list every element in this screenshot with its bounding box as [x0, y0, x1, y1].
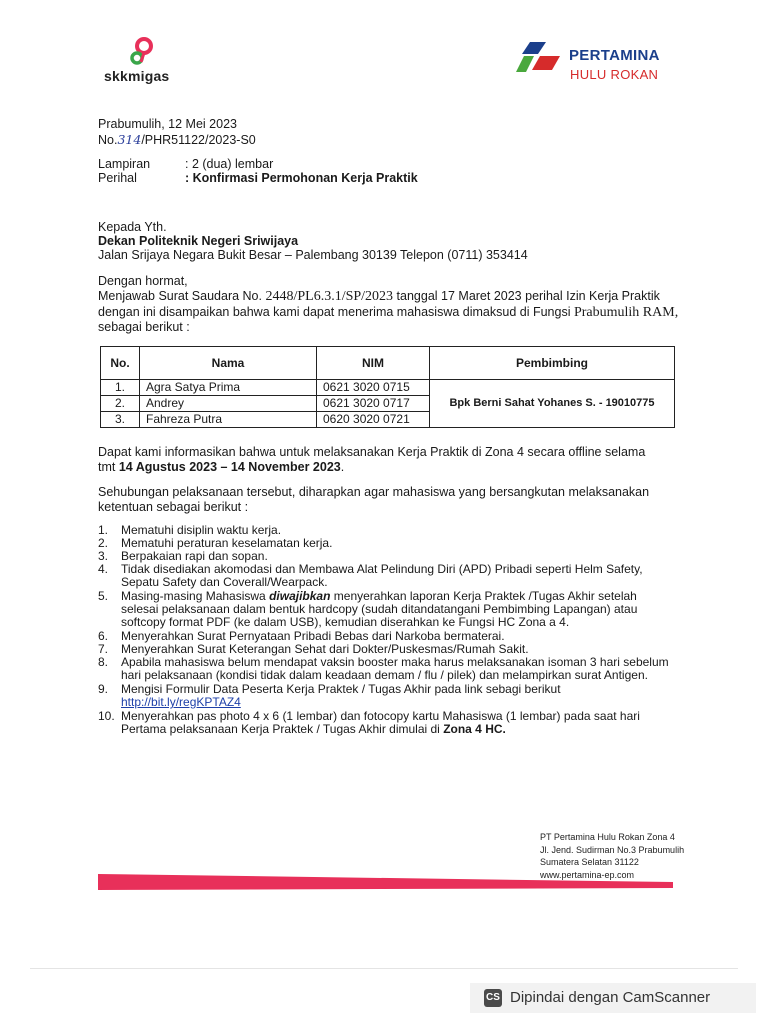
paragraph-3-line-2: ketentuan sebagai berikut : [98, 500, 249, 514]
registration-link[interactable]: http://bit.ly/regKPTAZ4 [121, 695, 241, 709]
cell-nim: 0620 3020 0721 [317, 412, 430, 428]
pertamina-name: PERTAMINA [569, 47, 660, 64]
pertamina-logo-mark [516, 40, 562, 74]
skkmigas-logo-text: skkmigas [104, 68, 170, 84]
header-pembimbing: Pembimbing [430, 347, 675, 380]
list-text: Apabila mahasiswa belum mendapat vaksin booster maka harus melaksanakan isoman 3 hari sebelum [121, 655, 669, 669]
paragraph-1-line-2 [98, 305, 678, 320]
header-nim: NIM [317, 347, 430, 380]
list-number: 9. [98, 682, 109, 696]
perihal-value: : Konfirmasi Permohonan Kerja Praktik [185, 171, 418, 185]
list-text: Mematuhi disiplin waktu kerja. [121, 523, 282, 537]
list-number: 3. [98, 549, 109, 563]
recipient-name: Dekan Politeknik Negeri Sriwijaya [98, 234, 299, 248]
cell-nama: Fahreza Putra [140, 412, 317, 428]
list-number: 10. [98, 709, 115, 723]
lampiran-label: Lampiran [98, 157, 151, 171]
list-text: hari pelaksanaan (kondisi tidak dalam keadaan demam / flu / pilek) dan melampirkan surat Antigen. [121, 668, 648, 682]
cell-nama: Andrey [140, 396, 317, 412]
list-text-part: Masing-masing Mahasiswa [121, 589, 266, 603]
p2-dates: 14 Agustus 2023 – 14 November 2023 [118, 460, 341, 474]
cell-pembimbing: Bpk Berni Sahat Yohanes S. - 19010775 [430, 380, 675, 428]
list-number: 1. [98, 523, 109, 537]
list-text: Menyerahkan Surat Pernyataan Pribadi Bebas dari Narkoba bermaterai. [121, 629, 505, 643]
cell-nim: 0621 3020 0717 [317, 396, 430, 412]
camscanner-text: Dipindai dengan CamScanner [510, 989, 711, 1006]
list-text: Menyerahkan pas photo 4 x 6 (1 lembar) dan fotocopy kartu Mahasiswa (1 lembar) pada saat hari [121, 709, 640, 723]
number-suffix: /PHR51122/2023-S0 [141, 133, 256, 147]
list-text: Berpakaian rapi dan sopan. [121, 549, 268, 563]
recipient-salutation: Kepada Yth. [98, 220, 167, 234]
list-number: 6. [98, 629, 109, 643]
list-number: 5. [98, 589, 109, 603]
list-number: 8. [98, 655, 109, 669]
footer-line: Sumatera Selatan 31122 [540, 857, 639, 867]
p2-tmt: tmt [98, 460, 116, 474]
greeting: Dengan hormat, [98, 274, 188, 288]
p2-end: . [340, 460, 345, 474]
lampiran-value: : 2 (dua) lembar [185, 157, 274, 171]
list-text: Mengisi Formulir Data Peserta Kerja Praktek / Tugas Akhir pada link sebagi berikut [121, 682, 561, 696]
paragraph-1-line-1 [98, 289, 660, 304]
list-number: 2. [98, 536, 109, 550]
page-edge-line [30, 968, 738, 969]
list-text-emphasis: diwajibkan [269, 589, 331, 603]
camscanner-watermark [470, 983, 756, 1013]
list-text: selesai pelaksanaan dalam bentuk hardcopy (sudah ditandatangani Pembimbing Lapangan) atau [121, 602, 638, 616]
table-header-row [101, 347, 675, 380]
list-text [121, 723, 670, 736]
footer-red-bar [98, 874, 673, 890]
list-text-part: Pertama pelaksanaan Kerja Praktek / Tugas Akhir dimulai di [121, 722, 440, 736]
cell-no: 3. [101, 412, 140, 428]
footer-line: www.pertamina-ep.com [540, 869, 635, 880]
list-text: softcopy format PDF (ke dalam USB), kemudian diserahkan ke Fungsi HC Zona a 4. [121, 615, 570, 629]
p1-text-c: dengan ini disampaikan bahwa kami dapat menerima mahasiswa dimaksud di Fungsi [98, 305, 571, 319]
paragraph-2-line-2 [98, 460, 344, 475]
p1-fungsi: Prabumulih RAM, [573, 305, 679, 320]
camscanner-icon: CS [484, 989, 502, 1007]
list-number: 4. [98, 562, 109, 576]
p1-text-b: tanggal 17 Maret 2023 perihal Izin Kerja Praktik [396, 289, 660, 303]
paragraph-2-line-1: Dapat kami informasikan bahwa untuk melaksanakan Kerja Praktik di Zona 4 secara offline selama [98, 445, 646, 459]
footer-line: PT Pertamina Hulu Rokan Zona 4 [540, 832, 675, 842]
paragraph-1-line-3: sebagai berikut : [98, 320, 190, 334]
list-text: Mematuhi peraturan keselamatan kerja. [121, 536, 333, 550]
list-item [98, 710, 670, 736]
p1-text-a: Menjawab Surat Saudara No. [98, 289, 262, 303]
cell-no: 2. [101, 396, 140, 412]
list-item [98, 563, 670, 589]
letter-number [98, 132, 256, 148]
cell-no: 1. [101, 380, 140, 396]
footer-line: Jl. Jend. Sudirman No.3 Prabumulih [540, 844, 685, 855]
recipient-address: Jalan Srijaya Negara Bukit Besar – Palembang 30139 Telepon (0711) 353414 [98, 248, 528, 262]
list-number: 7. [98, 642, 109, 656]
p1-reference-number: 2448/PL6.3.1/SP/2023 [265, 289, 394, 304]
list-item [98, 683, 670, 709]
list-text: Menyerahkan Surat Keterangan Sehat dari Dokter/Puskesmas/Rumah Sakit. [121, 642, 529, 656]
cell-nama: Agra Satya Prima [140, 380, 317, 396]
number-handwritten: 314 [117, 132, 142, 147]
list-item [98, 656, 670, 682]
list-text: Sepatu Safety dan Coverall/Wearpack. [121, 575, 328, 589]
student-table [100, 346, 675, 428]
cell-nim: 0621 3020 0715 [317, 380, 430, 396]
pertamina-subname: HULU ROKAN [570, 67, 659, 82]
table-row [101, 380, 675, 396]
paragraph-3-line-1: Sehubungan pelaksanaan tersebut, diharapkan agar mahasiswa yang bersangkutan melaksanakan [98, 485, 650, 499]
list-text-emphasis: Zona 4 HC. [443, 722, 506, 736]
place-date: Prabumulih, 12 Mei 2023 [98, 117, 237, 131]
list-text-part: menyerahkan laporan Kerja Praktek /Tugas Akhir setelah [333, 589, 637, 603]
number-prefix: No. [98, 133, 118, 147]
header-no: No. [101, 347, 140, 380]
header-nama: Nama [140, 347, 317, 380]
list-text: Tidak disediakan akomodasi dan Membawa Alat Pelindung Diri (APD) Pribadi seperti Helm Safety, [121, 562, 643, 576]
perihal-label: Perihal [98, 171, 137, 185]
list-item [98, 590, 670, 629]
